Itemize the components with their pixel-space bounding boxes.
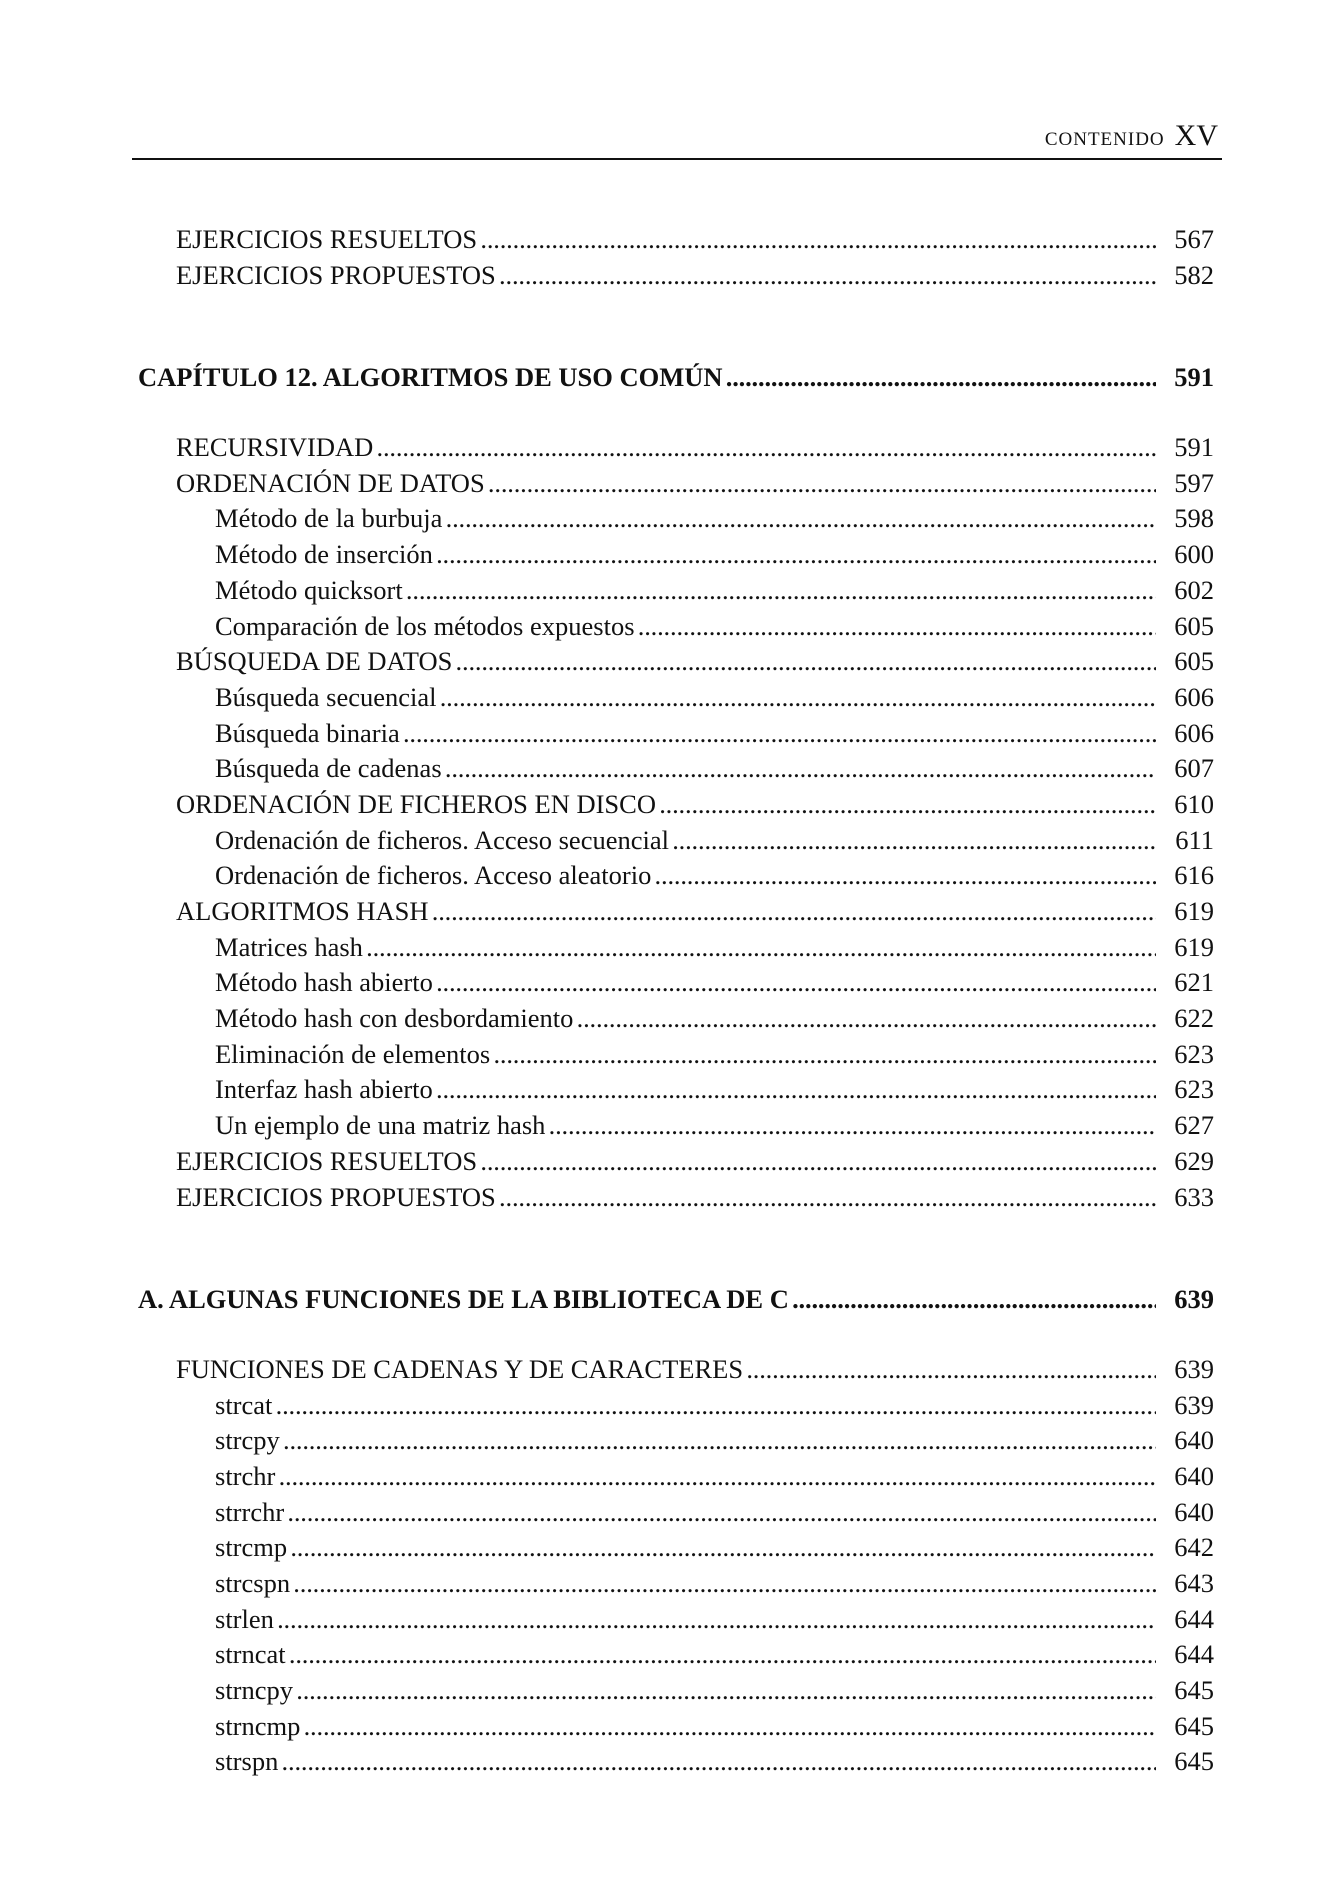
toc-entry-title: Búsqueda de cadenas [215,753,442,784]
toc-row [132,823,1214,859]
toc-row [132,430,1214,466]
toc-row [132,573,1214,609]
toc-row [132,501,1214,537]
toc-entry-label [132,1530,1156,1566]
toc-entry-label [132,644,1156,680]
toc-entry-title: BÚSQUEDA DE DATOS [176,646,453,677]
page-header [132,118,1222,160]
toc-entry-title: Ordenación de ficheros. Acceso secuencial [215,824,669,855]
section-gap [132,1318,1214,1352]
toc-entry-label [132,466,1156,502]
toc-entry-title: RECURSIVIDAD [176,432,374,463]
toc-entry-label [132,1144,1156,1180]
toc-entry-title: Método hash abierto [215,967,433,998]
chapter-12-heading [132,360,1214,396]
toc-entry-page: 623 [1174,1074,1214,1105]
toc-entry-title: Interfaz hash abierto [215,1074,433,1105]
toc-entry-page: 643 [1174,1568,1214,1598]
toc-entry-title: strcmp [215,1532,288,1563]
toc-entry-label [132,1495,1156,1531]
toc-row [132,1108,1214,1144]
section-gap [132,396,1214,430]
toc-row [132,644,1214,680]
toc-entry-label [132,1001,1156,1037]
toc-entry-page: 623 [1174,1038,1214,1069]
toc-entry-label [132,609,1156,645]
running-header [1045,119,1218,153]
toc-entry-label [132,1602,1156,1638]
toc-entry-title: EJERCICIOS PROPUESTOS [176,259,496,290]
toc-entry-page: 622 [1174,1003,1214,1034]
toc-entry-page: 602 [1174,574,1214,605]
toc-entry-page: 619 [1174,931,1214,962]
toc-entry-label [132,1637,1156,1673]
toc-row [132,466,1214,502]
toc-entry-label [132,1072,1156,1108]
toc-entry-page: 582 [1174,259,1214,290]
toc-entry-label [132,1180,1156,1216]
toc-entry-title: strncpy [215,1675,294,1706]
toc-entry-page: 598 [1174,503,1214,534]
toc-row [132,1530,1214,1566]
toc-row [132,1001,1214,1037]
toc-row [132,930,1214,966]
toc-entry-label [132,858,1156,894]
toc-entry-label [132,573,1156,609]
toc-entry-label [132,1108,1156,1144]
toc-entry-title: strchr [215,1460,276,1491]
toc-entry-page: 629 [1174,1145,1214,1176]
toc-entry-page: 645 [1174,1675,1214,1706]
toc-entry-title: strlen [215,1603,274,1634]
toc-entry-title: strncmp [215,1710,301,1741]
toc-row [132,1037,1214,1073]
toc-entry-label [132,258,1156,294]
toc-entry-title: EJERCICIOS PROPUESTOS [176,1181,496,1212]
toc-entry-page: 607 [1174,753,1214,784]
toc-entry-page: 567 [1174,224,1214,254]
toc-entry-title: EJERCICIOS RESUELTOS [176,1145,478,1176]
toc-entry-label [132,1459,1156,1495]
toc-entry-page: 606 [1174,717,1214,748]
toc-entry-label [132,501,1156,537]
toc-entry-page: 642 [1174,1532,1214,1563]
toc-row [132,894,1214,930]
toc-entry-label [132,716,1156,752]
toc-entry-title: Un ejemplo de una matriz hash [215,1110,546,1141]
toc-entry-label [132,1744,1156,1780]
toc-entry-title: strspn [215,1746,279,1777]
toc-row [132,1144,1214,1180]
toc-entry-label [132,1282,1156,1318]
toc-row [132,1495,1214,1531]
toc-entry-label [132,680,1156,716]
toc-entry-label [132,823,1156,859]
header-section-label: CONTENIDO [1044,129,1165,150]
toc-entry-page: 645 [1174,1746,1214,1777]
toc-row [132,965,1214,1001]
toc-entry-page: 627 [1174,1110,1214,1141]
toc-entry-label [132,537,1156,573]
toc-entry-label [132,1388,1156,1424]
toc-entry-page: 600 [1174,539,1214,570]
chapter-page: 591 [1174,362,1214,393]
toc-entry-title: ORDENACIÓN DE DATOS [176,467,485,498]
toc-entry-title: FUNCIONES DE CADENAS Y DE CARACTERES [176,1353,744,1384]
toc-entry-page: 640 [1174,1425,1214,1456]
toc-entry-title: ORDENACIÓN DE FICHEROS EN DISCO [176,788,656,819]
toc-entry-title: Método de la burbuja [215,503,443,534]
toc-entry-label [132,751,1156,787]
toc-entry-label [132,1352,1156,1388]
toc-entry-title: strcspn [215,1568,291,1598]
toc-entry-label [132,930,1156,966]
toc-entry-title: Matrices hash [215,931,363,962]
toc-entry-title: strrchr [215,1496,285,1527]
toc-row [132,1602,1214,1638]
toc-entry-page: 644 [1174,1639,1214,1670]
toc-entry-page: 611 [1175,824,1214,855]
toc-entry-title: Búsqueda secuencial [215,681,437,712]
toc-row [132,1180,1214,1216]
toc-entry-title: Ordenación de ficheros. Acceso aleatorio [215,860,652,891]
toc-entry-label [132,1709,1156,1745]
toc-entry-title: strncat [215,1639,286,1670]
section-gap [132,1215,1214,1282]
toc-entry-title: Método de inserción [215,539,433,570]
chapter-title: CAPÍTULO 12. ALGORITMOS DE USO COMÚN [138,362,723,393]
toc-entry-page: 640 [1174,1460,1214,1491]
toc-entry-page: 610 [1174,788,1214,819]
toc-entry-title: strcpy [215,1425,280,1456]
toc-entry-page: 605 [1174,646,1214,677]
toc-entry-page: 621 [1174,967,1214,998]
toc-entry-page: 597 [1174,467,1214,498]
appendix-title: A. ALGUNAS FUNCIONES DE LA BIBLIOTECA DE C [138,1284,789,1315]
toc-row [132,1388,1214,1424]
toc-entry-title: EJERCICIOS RESUELTOS [176,224,478,254]
toc-entry-page: 606 [1174,681,1214,712]
toc-row [132,1673,1214,1709]
toc-entry-label [132,360,1156,396]
toc-entry-title: Eliminación de elementos [215,1038,491,1069]
toc-entry-title: ALGORITMOS HASH [176,896,429,926]
toc-entry-page: 639 [1174,1389,1214,1420]
toc-entry-label [132,430,1156,466]
header-page-number: XV [1174,119,1218,152]
toc-row [132,751,1214,787]
toc-entry-title: Método quicksort [215,574,403,605]
toc-entry-title: Búsqueda binaria [215,717,400,748]
table-of-contents [132,222,1214,1780]
toc-entry-label [132,222,1156,258]
toc-row [132,1709,1214,1745]
toc-entry-title: strcat [215,1389,273,1420]
toc-row [132,680,1214,716]
toc-row [132,716,1214,752]
chapter-12-entries [132,430,1214,1215]
toc-entry-label [132,894,1156,930]
toc-row [132,1637,1214,1673]
section-gap [132,293,1214,360]
toc-row [132,258,1214,294]
toc-row [132,1566,1214,1602]
toc-entry-page: 591 [1174,432,1214,463]
toc-row [132,1072,1214,1108]
toc-row [132,787,1214,823]
toc-entry-label [132,1566,1156,1602]
toc-row [132,609,1214,645]
toc-entry-page: 644 [1174,1603,1214,1634]
toc-row [132,1352,1214,1388]
toc-entry-label [132,1673,1156,1709]
toc-entry-page: 639 [1174,1353,1214,1384]
toc-entry-label [132,787,1156,823]
toc-entry-page: 633 [1174,1181,1214,1212]
toc-entry-label [132,1037,1156,1073]
toc-row [132,1459,1214,1495]
toc-entry-label [132,965,1156,1001]
toc-entry-title: Método hash con desbordamiento [215,1003,574,1034]
toc-row [132,1423,1214,1459]
appendix-a-heading [132,1282,1214,1318]
appendix-page: 639 [1174,1284,1214,1315]
toc-row [132,222,1214,258]
toc-entry-page: 640 [1174,1496,1214,1527]
toc-entry-page: 619 [1174,896,1214,926]
toc-entry-title: Comparación de los métodos expuestos [215,610,635,641]
appendix-a-entries [132,1352,1214,1780]
toc-row [132,1744,1214,1780]
pre-entries-list [132,222,1214,293]
toc-entry-page: 645 [1174,1710,1214,1741]
toc-entry-page: 605 [1174,610,1214,641]
toc-entry-page: 616 [1174,860,1214,891]
toc-entry-label [132,1423,1156,1459]
toc-row [132,537,1214,573]
toc-row [132,858,1214,894]
